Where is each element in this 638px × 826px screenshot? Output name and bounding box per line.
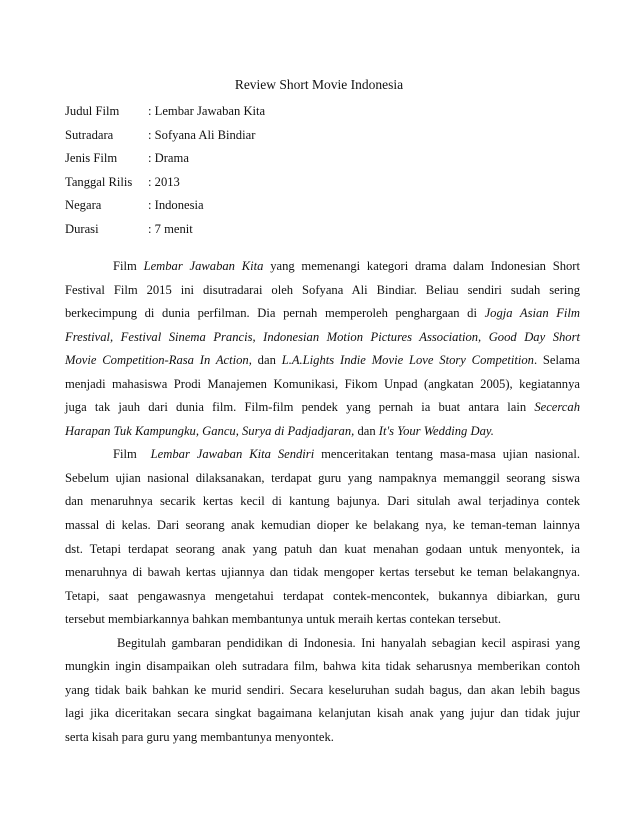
award-italic: L.A.Lights Indie Movie Love Story Competition [281, 353, 534, 368]
text-run: menceritakan tentang masa-masa ujian nasional. [314, 447, 580, 462]
info-row-negara [65, 196, 565, 220]
paragraph-1-line: menjadi mahasiswa Prodi Manajemen Komunikasi, Fikom Unpad (angkatan 2005), kegiatannya [65, 376, 580, 391]
document-title: Review Short Movie Indonesia [234, 77, 404, 92]
info-value: : 7 menit [148, 221, 193, 236]
paragraph-2-line: dan menaruhnya secarik kertas kecil di kantung bajunya. Dari situlah awal terjadinya contek [65, 494, 580, 509]
text-run: juga tak jauh dari dunia film. Film-film pendek yang pernah ia buat antara lain [65, 400, 535, 415]
award-italic: Movie Competition-Rasa In Action, [65, 353, 252, 368]
info-key: Judul Film [65, 104, 120, 118]
info-key: Sutradara [65, 127, 114, 142]
film-title-italic: Lembar Jawaban Kita [143, 259, 264, 273]
paragraph-2-line: dst. Tetapi terdapat seorang anak yang patuh dan kuat menahan godaan untuk menyontek, ia [65, 541, 580, 556]
film-title-italic: Secercah [534, 400, 580, 415]
paragraph-1-line [65, 304, 580, 328]
paragraph-3-line: Begitulah gambaran pendidikan di Indonesia. Ini hanyalah sebagian kecil aspirasi yang [117, 635, 580, 650]
film-title-italic: Lembar Jawaban Kita Sendiri [150, 447, 315, 462]
paragraph-1-line [65, 398, 580, 422]
text-run: yang memenangi kategori drama dalam Indonesian Short [263, 259, 580, 273]
film-info-list [65, 102, 565, 244]
paragraph-2-line: Sebelum ujian nasional dilaksanakan, terdapat guru yang nampaknya memanggil seorang siswa [65, 470, 580, 485]
paragraph-2-line [65, 445, 580, 469]
info-key: Tanggal Rilis [65, 174, 133, 189]
text-run: Film [113, 447, 151, 462]
info-row-judul [65, 102, 565, 126]
paragraph-3-line: yang tidak baik bahkan ke murid sendiri. Secara keseluruhan sudah bagus, dan akan lebih bagus [65, 682, 580, 697]
info-value: : Drama [148, 151, 189, 166]
info-value: : Indonesia [148, 198, 204, 213]
award-italic: Jogja Asian Film [484, 306, 580, 321]
paragraph-2-line: massal di kelas. Dari seorang anak kemudian dioper ke belakang nya, ke teman-teman lainnya [65, 518, 580, 533]
review-body [65, 257, 580, 751]
paragraph-1-line [65, 328, 580, 352]
info-row-sutradara [65, 126, 565, 150]
info-key: Durasi [65, 221, 99, 236]
paragraph-1-line: Festival Film 2015 ini disutradarai oleh Sofyana Ali Bindiar. Beliau sendiri sudah sering [65, 282, 580, 297]
info-value: : Sofyana Ali Bindiar [148, 127, 256, 142]
text-run: dan [251, 353, 282, 368]
paragraph-1-line [65, 351, 580, 375]
paragraph-2-line: tersebut membiarkannya bahkan membantunya untuk meraih kertas contekan tersebut. [65, 612, 502, 627]
text-run: Film [113, 259, 144, 273]
info-value: : Lembar Jawaban Kita [148, 104, 266, 118]
film-title-italic: Harapan Tuk Kampungku, Gancu, Surya di Padjadjaran, [65, 423, 355, 438]
info-key: Negara [65, 198, 102, 213]
film-title-italic: It's Your Wedding Day. [378, 423, 494, 438]
paragraph-2-line: Tetapi, saat pengawasnya mengetahui terdapat contek-mencontek, bukannya dibiarkan, guru [65, 588, 580, 603]
info-value: : 2013 [148, 174, 180, 189]
award-italic: Frestival, Festival Sinema Prancis, Indonesian Motion Pictures Association, Good Day Short [65, 329, 580, 344]
info-row-durasi [65, 220, 565, 244]
paragraph-3-line: serta kisah para guru yang membantunya menyontek. [65, 729, 334, 744]
text-run: berkecimpung di dunia perfilman. Dia pernah memperoleh penghargaan di [65, 306, 485, 321]
paragraph-1-line [65, 257, 580, 281]
info-row-tanggal [65, 173, 565, 197]
info-key: Jenis Film [65, 151, 118, 166]
paragraph-3-line: mungkin ingin disampaikan oleh sutradara film, bahwa kita tidak seharusnya memberikan contoh [65, 659, 580, 674]
paragraph-2-line: menaruhnya di bawah kertas ujiannya dan tidak mengoper kertas tersebut ke teman belakangnya. [65, 565, 580, 580]
text-run: . Selama [533, 353, 580, 368]
text-run: dan [354, 423, 379, 438]
paragraph-1-line [65, 422, 580, 446]
paragraph-3-line: lagi jika diceritakan secara singkat bagaimana kelanjutan kisah anak yang jujur dan tidak jujur [65, 706, 580, 721]
info-row-jenis [65, 149, 565, 173]
